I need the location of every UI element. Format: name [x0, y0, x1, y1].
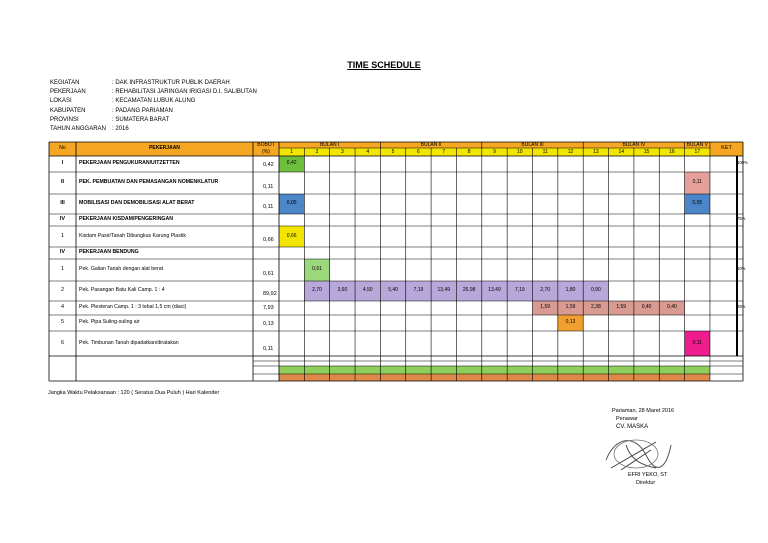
cell-value: 0,13: [565, 319, 576, 325]
week-label: 13: [593, 148, 599, 155]
month-label: BULAN IV: [622, 141, 646, 148]
cell-value: 3,60: [337, 287, 348, 293]
header-bobot: BOBOT: [257, 141, 275, 148]
cell-value: 2,70: [540, 287, 551, 293]
page-title: TIME SCHEDULE: [347, 60, 421, 70]
week-label: 14: [618, 148, 624, 155]
cell-value: 1,59: [540, 304, 551, 310]
duration-note: Jangka Waktu Pelaksanaan : 120 ( Seratus Dua Puluh ) Hari Kalender: [48, 390, 220, 396]
info-value: : DAK INFRASTRUKTUR PUBLIK DAERAH: [112, 80, 230, 86]
week-label: 2: [315, 148, 319, 155]
info-label: KABUPATEN: [50, 107, 86, 114]
week-label: 6: [417, 148, 420, 155]
info-label: KEGIATAN: [50, 80, 80, 86]
row-name: Pek. Galian Tanah dengan alat berat: [79, 266, 164, 272]
row-no: 2: [60, 287, 65, 293]
cell-value: 0,11: [692, 339, 702, 346]
cell-value: 0,40: [641, 304, 652, 310]
cell-value: 1,80: [565, 287, 576, 293]
row-no: IV: [59, 216, 66, 222]
month-label: BULAN II: [420, 141, 442, 148]
cell-value: 2,70: [312, 287, 322, 293]
week-label: 7: [442, 148, 446, 155]
row-no: I: [61, 160, 64, 166]
cell-value: 1,59: [565, 304, 576, 310]
header-bobot-unit: (%): [262, 148, 270, 155]
signature-company: CV. MASKA: [616, 424, 649, 430]
row-no: 4: [60, 304, 65, 310]
row-bobot: 7,93: [263, 305, 274, 311]
cell-value: 2,38: [591, 304, 601, 310]
row-name: Pek. Plesteran Camp. 1 : 3 tebal 1,5 cm (diaci): [79, 304, 187, 310]
row-name: Pek. Timbunan Tanah dipadatkan/diratakan: [79, 339, 179, 346]
month-label: BULAN III: [521, 141, 544, 148]
cell-value: 0,05: [286, 200, 297, 206]
week-label: 11: [542, 148, 548, 155]
week-label: 3: [340, 148, 344, 155]
cell-value: 7,19: [514, 287, 525, 293]
info-label: LOKASI: [50, 98, 72, 105]
signature-role: Penawar: [616, 416, 638, 422]
info-label: PEKERJAAN: [50, 89, 86, 96]
signature-name: EFRI YEKO, ST: [628, 472, 668, 478]
row-bobot: 0,66: [263, 237, 274, 243]
row-name: PEK. PEMBUATAN DAN PEMASANGAN NOMENKLATUR: [79, 179, 219, 185]
week-label: 17: [694, 148, 701, 155]
week-label: 10: [517, 148, 523, 155]
cell-value: 5,40: [388, 287, 398, 293]
row-name: PEKERJAAN BENDUNG: [79, 249, 139, 255]
week-label: 9: [493, 148, 496, 155]
row-bobot: 0,42: [263, 162, 274, 168]
cell-value: 7,19: [413, 287, 424, 293]
row-no: II: [60, 179, 65, 185]
row-bobot: 0,11: [263, 184, 274, 190]
row-name: Pek. Pipa Suling-suling air: [79, 319, 140, 325]
cell-value: 0,61: [312, 266, 322, 272]
row-name: MOBILISASI DAN DEMOBILISASI ALAT BERAT: [79, 200, 195, 206]
row-no: 6: [60, 339, 65, 346]
row-no: 5: [60, 319, 65, 325]
ket-note: 75%: [737, 216, 746, 221]
month-label: BULAN I: [319, 141, 340, 148]
info-value: : PADANG PARIAMAN: [112, 107, 173, 114]
cell-value: 0,66: [286, 232, 297, 239]
row-no: 1: [60, 232, 65, 239]
cell-value: 26,98: [462, 287, 476, 293]
row-bobot: 0,11: [263, 204, 274, 210]
info-value: : SUMATERA BARAT: [112, 116, 170, 123]
row-name: PEKERJAAN KISDAM/PENGERINGAN: [79, 216, 173, 222]
cell-value: 4,50: [362, 287, 373, 293]
header-no: No: [59, 145, 66, 151]
cell-value: 13,49: [437, 287, 451, 293]
week-label: 15: [643, 148, 650, 155]
per-minggu-fill: [279, 366, 710, 374]
cell-value: 0,11: [692, 179, 702, 185]
cell-value: 0,05: [692, 200, 703, 206]
header-pekerjaan: PEKERJAAN: [149, 145, 180, 151]
info-value: : KECAMATAN LUBUK ALUNG: [112, 98, 196, 105]
week-label: 8: [467, 148, 471, 155]
signature-title: Direktur: [636, 480, 656, 486]
akumulasi-fill: [279, 374, 710, 381]
week-label: 16: [669, 148, 675, 155]
row-name: PEKERJAAN PENGUKURAN/UITZETTEN: [79, 160, 180, 166]
week-label: 5: [391, 148, 395, 155]
cell-value: 1,59: [616, 304, 627, 310]
cell-value: 13,49: [488, 287, 501, 293]
week-label: 4: [366, 148, 370, 155]
row-bobot: 0,61: [263, 271, 274, 277]
ket-note: 50%: [737, 266, 746, 271]
row-name: Pek. Pasangan Batu Kali Camp. 1 : 4: [79, 287, 165, 293]
info-label: TAHUN ANGGARAN: [50, 126, 106, 132]
row-bobot: 89,92: [263, 291, 277, 297]
row-name: Kisdam Pasir/Tanah Dibungkus Karung Plastik: [79, 232, 186, 239]
row-bobot: 0,11: [263, 346, 274, 352]
cell-value: 0,90: [591, 287, 601, 293]
info-value: : 2016: [112, 126, 129, 132]
week-label: 1: [290, 148, 294, 155]
cell-value: 0,42: [286, 160, 297, 166]
row-no: III: [60, 200, 65, 206]
cell-value: 0,40: [667, 304, 677, 310]
signature-stamp-icon: [596, 430, 676, 475]
header-ket: KET: [721, 145, 732, 151]
week-label: 12: [567, 148, 574, 155]
row-no: IV: [59, 249, 66, 255]
row-bobot: 0,13: [263, 321, 274, 327]
month-label: BULAN V: [686, 141, 708, 148]
signature-place-date: Pariaman, 28 Maret 2016: [612, 408, 675, 414]
info-value: : REHABILITASI JARINGAN IRIGASI D.I. SALIBUTAN: [112, 89, 257, 96]
info-label: PROVINSI: [50, 116, 79, 123]
ket-note: 100%: [737, 160, 748, 165]
ket-note: 25%: [737, 304, 746, 309]
row-no: 1: [60, 266, 65, 272]
